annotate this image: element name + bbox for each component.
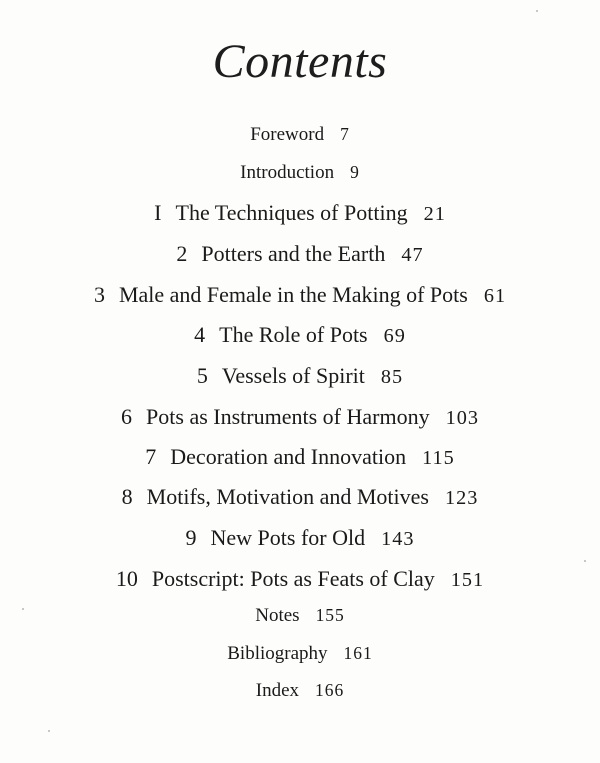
chapter-title: The Techniques of Potting [175, 200, 408, 225]
chapter-number: 9 [185, 525, 197, 550]
chapter-number: 8 [121, 484, 133, 509]
chapter-number: 2 [176, 241, 188, 266]
chapter-page: 143 [381, 528, 415, 550]
toc-entry-label: Notes [255, 605, 300, 626]
toc-entry-foreword [0, 124, 600, 146]
chapter-title: Motifs, Motivation and Motives [146, 484, 429, 509]
chapter-title: Male and Female in the Making of Pots [118, 282, 468, 307]
chapter-page: 21 [423, 203, 446, 225]
chapter-page: 123 [444, 487, 479, 509]
chapter-title: Decoration and Innovation [170, 444, 407, 469]
chapter-number: 6 [121, 404, 133, 429]
chapter-title: Pots as Instruments of Harmony [146, 404, 430, 429]
chapter-title: The Role of Pots [219, 322, 368, 347]
toc-chapter-6 [0, 404, 600, 430]
chapter-title: New Pots for Old [210, 525, 366, 550]
toc-entry-introduction [0, 162, 600, 184]
scan-speck [536, 10, 538, 12]
toc-chapter-2 [0, 241, 600, 267]
toc-entry-label: Foreword [250, 124, 325, 145]
toc-entry-page: 166 [315, 680, 345, 700]
page-title: Contents [212, 35, 388, 88]
toc-chapter-9 [0, 525, 600, 551]
toc-entry-label: Index [255, 680, 300, 701]
scan-speck [48, 730, 50, 732]
chapter-number: 10 [115, 566, 138, 591]
chapter-title: Postscript: Pots as Feats of Clay [151, 566, 435, 591]
chapter-number: 4 [194, 322, 206, 347]
chapter-page: 61 [483, 285, 507, 307]
toc-entry-bibliography [0, 643, 600, 665]
scan-speck [22, 608, 24, 610]
chapter-page: 103 [445, 407, 479, 429]
toc-chapter-8 [0, 484, 600, 510]
chapter-title: Vessels of Spirit [221, 363, 365, 388]
toc-chapter-7 [0, 444, 600, 470]
chapter-number: I [154, 200, 162, 225]
chapter-page: 115 [422, 447, 455, 469]
chapter-page: 69 [383, 325, 406, 347]
scan-speck [584, 560, 586, 562]
chapter-page: 85 [380, 366, 404, 388]
toc-chapter-10 [0, 566, 600, 592]
toc-entry-page: 9 [350, 162, 360, 182]
toc-entry-notes [0, 605, 600, 627]
toc-entry-page: 155 [315, 605, 345, 625]
chapter-title: Potters and the Earth [201, 241, 386, 266]
toc-entry-label: Bibliography [227, 643, 328, 664]
toc-chapter-5 [0, 363, 600, 389]
toc-chapter-4 [0, 322, 600, 348]
chapter-page: 47 [401, 244, 424, 266]
chapter-number: 5 [196, 363, 208, 388]
toc-chapter-3 [0, 282, 600, 308]
toc-entry-page: 161 [343, 643, 373, 663]
chapter-page: 151 [450, 569, 485, 591]
toc-chapter-1 [0, 200, 600, 226]
toc-entry-page: 7 [340, 124, 350, 144]
toc-entry-label: Introduction [240, 162, 335, 183]
toc-entry-index [0, 680, 600, 702]
chapter-number: 7 [145, 444, 157, 469]
chapter-number: 3 [93, 282, 105, 307]
